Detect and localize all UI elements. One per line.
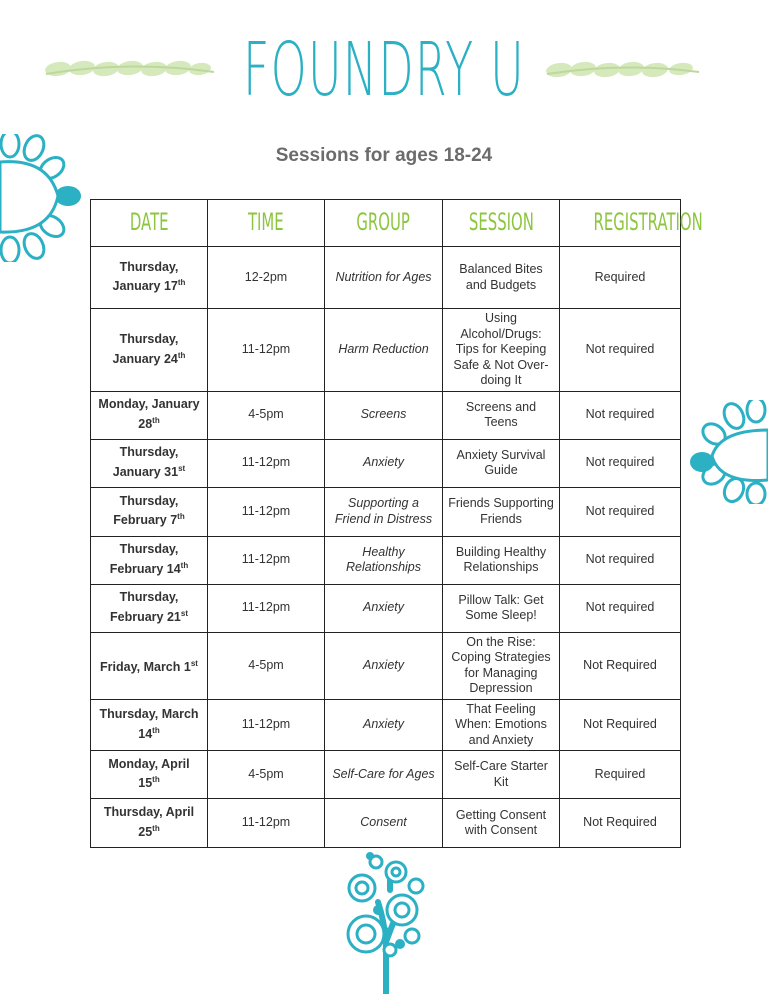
date-cell (91, 391, 208, 439)
column-header-date: DATE (91, 200, 208, 247)
date-cell (91, 799, 208, 848)
date-cell (91, 699, 208, 751)
date-ordinal-suffix: th (152, 775, 160, 785)
registration-cell: Not required (560, 536, 681, 584)
registration-cell: Required (560, 751, 681, 799)
time-cell: 11-12pm (208, 799, 325, 848)
date-cell (91, 309, 208, 392)
time-cell: 4-5pm (208, 391, 325, 439)
session-cell: That Feeling When: Emotions and Anxiety (443, 699, 560, 751)
group-cell: Anxiety (325, 699, 443, 751)
group-cell: Anxiety (325, 439, 443, 487)
session-cell: Using Alcohol/Drugs: Tips for Keeping Safe & Not Over-doing It (443, 309, 560, 392)
date-text: Thursday, March 14 (99, 707, 199, 741)
session-cell: Building Healthy Relationships (443, 536, 560, 584)
time-cell: 11-12pm (208, 487, 325, 536)
table-row (91, 799, 681, 848)
group-cell: Anxiety (325, 632, 443, 699)
table-row (91, 536, 681, 584)
flower-right-icon (690, 400, 768, 504)
session-cell: Friends Supporting Friends (443, 487, 560, 536)
date-text: Thursday, January 24 (112, 332, 179, 366)
registration-cell: Not Required (560, 632, 681, 699)
registration-cell: Not required (560, 391, 681, 439)
date-cell (91, 487, 208, 536)
table-row (91, 751, 681, 799)
table-row (91, 699, 681, 751)
group-cell: Nutrition for Ages (325, 247, 443, 309)
column-header-group: GROUP (325, 200, 443, 247)
date-ordinal-suffix: th (152, 823, 160, 833)
date-ordinal-suffix: th (177, 512, 185, 522)
date-ordinal-suffix: th (177, 350, 186, 360)
sessions-table (90, 199, 703, 848)
table-row (91, 487, 681, 536)
group-cell: Healthy Relationships (325, 536, 443, 584)
table-row (91, 247, 681, 309)
date-cell (91, 632, 208, 699)
date-text: Thursday, February 14 (109, 542, 181, 577)
date-text: Thursday, April 25 (103, 805, 195, 840)
tree-icon (340, 850, 440, 994)
registration-cell: Not Required (560, 799, 681, 848)
date-text: Monday, April 15 (108, 756, 190, 791)
session-cell: Anxiety Survival Guide (443, 439, 560, 487)
registration-cell: Not Required (560, 699, 681, 751)
date-ordinal-suffix: th (180, 560, 189, 570)
session-cell: Balanced Bites and Budgets (443, 247, 560, 309)
time-cell: 12-2pm (208, 247, 325, 309)
date-ordinal-suffix: st (190, 658, 198, 668)
column-header-session: SESSION (443, 200, 560, 247)
date-text: Thursday, February 21 (110, 590, 181, 625)
session-cell: Self-Care Starter Kit (443, 751, 560, 799)
date-ordinal-suffix: th (177, 278, 186, 288)
time-cell: 11-12pm (208, 536, 325, 584)
time-cell: 11-12pm (208, 699, 325, 751)
page-subtitle: Sessions for ages 18-24 (275, 145, 493, 166)
registration-cell: Not required (560, 439, 681, 487)
session-cell: Pillow Talk: Get Some Sleep! (443, 584, 560, 632)
date-text: Monday, January 28 (98, 397, 200, 432)
group-cell: Consent (325, 799, 443, 848)
table-row (91, 391, 681, 439)
time-cell: 11-12pm (208, 584, 325, 632)
date-cell (91, 584, 208, 632)
registration-cell: Required (560, 247, 681, 309)
group-cell: Anxiety (325, 584, 443, 632)
group-cell: Screens (325, 391, 443, 439)
group-cell: Supporting a Friend in Distress (325, 487, 443, 536)
date-cell (91, 439, 208, 487)
table-row (91, 439, 681, 487)
column-header-time: TIME (208, 200, 325, 247)
date-ordinal-suffix: st (180, 608, 188, 618)
session-cell: Screens and Teens (443, 391, 560, 439)
table-row (91, 584, 681, 632)
session-cell: Getting Consent with Consent (443, 799, 560, 848)
date-text: Thursday, January 31 (112, 445, 179, 480)
date-text: Thursday, January 17 (112, 259, 179, 294)
time-cell: 4-5pm (208, 632, 325, 699)
group-cell: Harm Reduction (325, 309, 443, 392)
registration-cell: Not required (560, 487, 681, 536)
date-text: Thursday, February 7 (113, 493, 179, 528)
date-ordinal-suffix: th (152, 415, 160, 425)
table-body (91, 247, 681, 848)
date-cell (91, 247, 208, 309)
registration-cell: Not required (560, 584, 681, 632)
date-ordinal-suffix: st (178, 463, 186, 473)
time-cell: 11-12pm (208, 439, 325, 487)
date-ordinal-suffix: th (152, 725, 160, 735)
column-header-registration: REGISTRATION (560, 200, 681, 247)
date-cell (91, 751, 208, 799)
time-cell: 4-5pm (208, 751, 325, 799)
session-cell: On the Rise: Coping Strategies for Managing Depression (443, 632, 560, 699)
registration-cell: Not required (560, 309, 681, 392)
table-header-row (91, 200, 681, 247)
date-cell (91, 536, 208, 584)
table-row (91, 309, 681, 392)
group-cell: Self-Care for Ages (325, 751, 443, 799)
table-row (91, 632, 681, 699)
date-text: Friday, March 1 (100, 659, 191, 674)
page-title: FOUNDRY U (242, 27, 526, 113)
time-cell: 11-12pm (208, 309, 325, 392)
